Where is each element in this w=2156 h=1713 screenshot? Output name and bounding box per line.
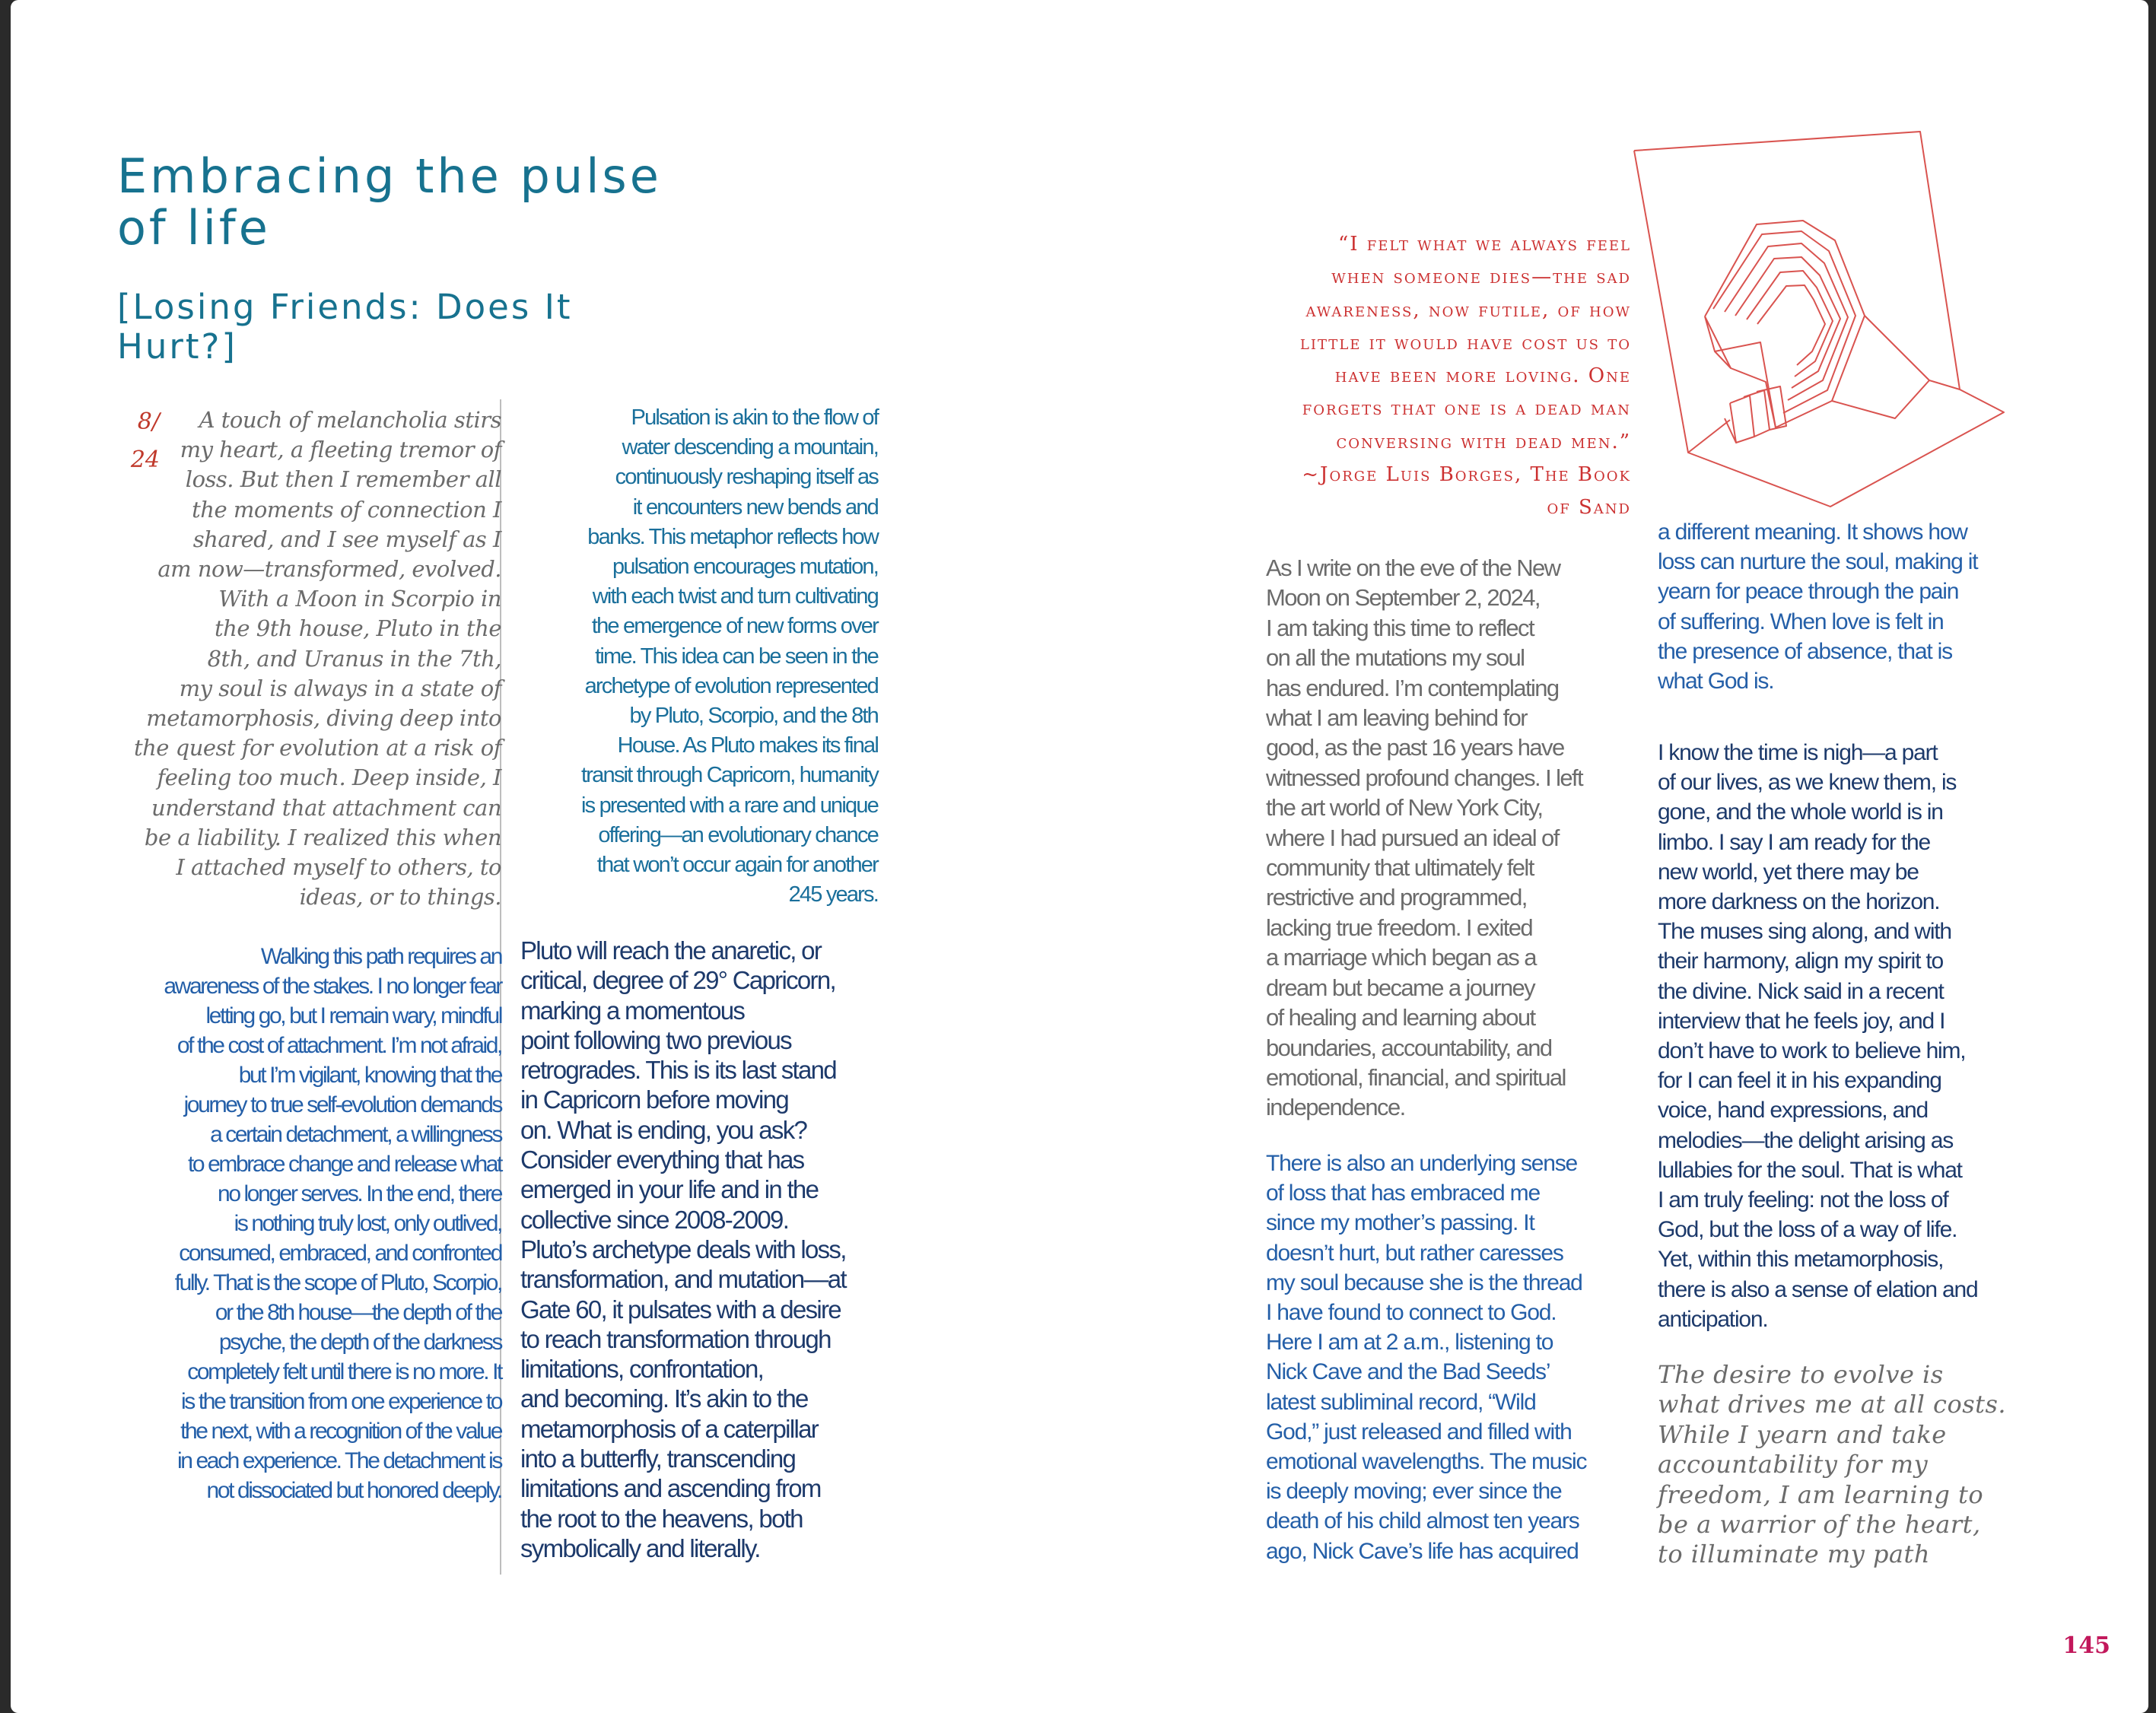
left-col1-paragraph-2: Walking this path requires an awareness of the stakes. I no longer fear letting go, but I remain wary, mindful of the cost of attachment. I’m not afraid, but I’m vigilant, knowing that the journey to true self-evolution demands a certain detachment, a willingness to embrace change and release what no longer serves. In the end, there is nothing truly lost, only outlived, consumed, embraced, and confronted fully. That is the scope of Pluto, Scorpio, or the 8th house—the depth of the psyche, the depth of the darkness completely felt until there is no more. It is the transition from one experience to the next, with a recognition of the value in each experience. The detachment is not dissociated but honored deeply. xyxy=(164,944,501,1503)
pop-up-book-illustration xyxy=(1631,129,2103,517)
right-col2-paragraph-3: The desire to evolve is what drives me at all costs. While I yearn and take accountability for my freedom, I am learning to be a warrior of the heart, to illuminate my path xyxy=(1658,1360,2007,1569)
page-number: 145 xyxy=(2062,1632,2110,1659)
borges-quote: “I felt what we always feel when someone dies—the sad awareness, now futile, of how little it would have cost us to have been more loving. One forgets that one is a dead man conversing with dead men.” ~Jorge Luis Borges, The Book of Sand xyxy=(1299,233,1631,520)
right-col1-paragraph-2: There is also an underlying sense of loss that has embraced me since my mother’s passing. It doesn’t hurt, but rather caresses my soul because she is the thread I have found to connect to God. Here I am at 2 a.m., listening to Nick Cave and the Bad Seeds’ latest subliminal record, “Wild God,” just released and filled with emotional wavelengths. The music is deeply moving; ever since the death of his child almost ten years ago, Nick Cave’s life has acquired xyxy=(1266,1151,1587,1564)
left-col2-paragraph-2: Pluto will reach the anaretic, or critical, degree of 29° Capricorn, marking a momentous point following two previous retrogrades. This is its last stand in Capricorn before moving on. What is ending, you ask? Consider everything that has emerged in your life and in the collective since 2008-2009. Pluto’s archetype deals with loss, transformation, and mutation—at Gate 60, it pulsates with a desire to reach transformation through limitations, confrontation, and becoming. It’s akin to the metamorphosis of a caterpillar into a butterfly, transcending limitations and ascending from the root to the heavens, both symbolically and literally. xyxy=(520,936,846,1562)
magazine-spread xyxy=(11,0,2148,1713)
right-col2-paragraph-1: a different meaning. It shows how loss can nurture the soul, making it yearn for peace through the pain of suffering. When love is felt in the presence of absence, that is what God is. xyxy=(1658,520,1978,694)
article-title: Embracing the pulse of life xyxy=(117,148,662,256)
left-col1-paragraph-1: A touch of melancholia stirs my heart, a fleeting tremor of loss. But then I remember all the moments of connection I shared, and I see myself as I am now—transformed, evolved. With a Moon in Scorpio in the 9th house, Pluto in the 8th, and Uranus in the 7th, my soul is always in a state of metamorphosis, diving deep into the quest for evolution at a risk of feeling too much. Deep inside, I understand that attachment can be a liability. I realized this when I attached myself to others, to ideas, or to things. xyxy=(133,407,501,911)
date-stamp: 8/ 24 xyxy=(130,408,160,473)
article-subtitle: [Losing Friends: Does It Hurt?] xyxy=(117,287,573,367)
right-col2-paragraph-2: I know the time is nigh—a part of our lives, as we knew them, is gone, and the whole world is in limbo. I say I am ready for the new world, yet there may be more darkness on the horizon. The muses sing along, and with their harmony, align my spirit to the divine. Nick said in a recent interview that he feels joy, and I don’t have to work to believe him, for I can feel it in his expanding voice, hand expressions, and melodies—the delight arising as lullabies for the soul. That is what I am truly feeling: not the loss of God, but the loss of a way of life. Yet, within this metamorphosis, there is also a sense of elation and anticipation. xyxy=(1658,740,1978,1332)
right-col1-paragraph-1: As I write on the eve of the New Moon on September 2, 2024, I am taking this time to reflect on all the mutations my soul has endured. I’m contemplating what I am leaving behind for good, as the past 16 years have witnessed profound changes. I left the art world of New York City, where I had pursued an ideal of community that ultimately felt restrictive and programmed, lacking true freedom. I exited a marriage which began as a dream but became a journey of healing and learning about boundaries, accountability, and emotional, financial, and spiritual independence. xyxy=(1266,555,1583,1121)
left-col2-paragraph-1: Pulsation is akin to the flow of water descending a mountain, continuously reshaping itself as it encounters new bends and banks. This metaphor reflects how pulsation encourages mutation, with each twist and turn cultivating the emergence of new forms over time. This idea can be seen in the archetype of evolution represented by Pluto, Scorpio, and the 8th House. As Pluto makes its final transit through Capricorn, humanity is presented with a rare and unique offering—an evolutionary chance that won’t occur again for another 245 years. xyxy=(580,405,878,907)
